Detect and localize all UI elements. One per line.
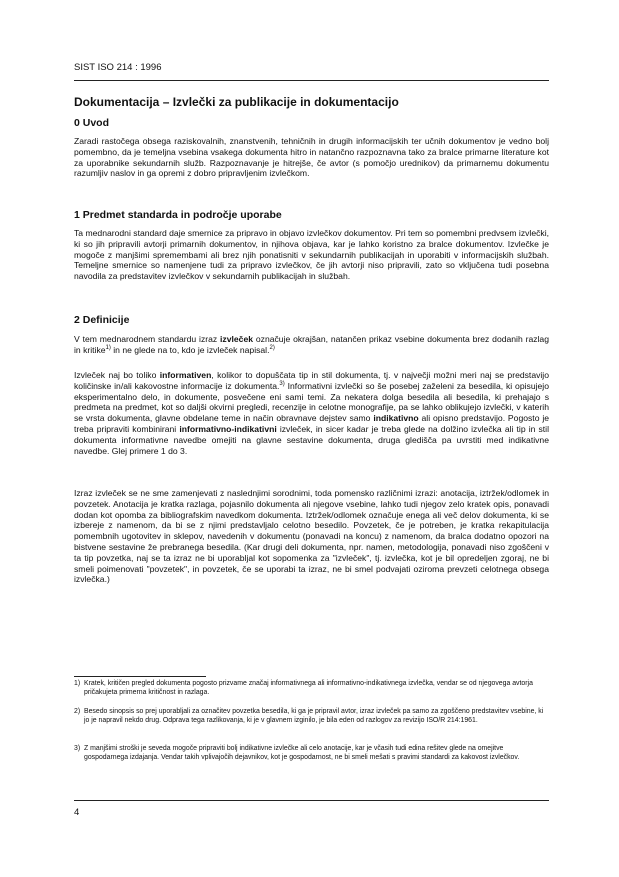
text-run: , kolikor to dopuščata tip in stil dokumenta, tj. v največji možni meri naj se predstavijo količinske in/ali kakovostne informacije iz dokumenta. [74, 370, 549, 391]
footnote-text: Kratek, kritičen pregled dokumenta pogosto prizvame značaj informativnega ali informativno-indikativnega izvlečka, vendar se od njegovega avtorja pričakujeta primerna kritičnost in razlaga. [84, 680, 533, 696]
footer-rule [74, 800, 549, 801]
text-run: V tem mednarodnem standardu izraz [74, 334, 221, 344]
paragraph-intro: Zaradi rastočega obsega raziskovalnih, znanstvenih, tehničnih in drugih informacijskih ter učnih dokumentov je vedno bolj pomembno, da je temeljna vsebina vsakega dokumenta hitro in natančno razpoznavna tako za bralce primarne literature kot za uporabnike sekundarnih služb. Razpoznavanje je hitrejše, če avtor (s pomočjo urednikov) da primarnemu dokumentu razumljiv naslov in ga opremi z dobro pripravljenim izvlečkom. [74, 136, 549, 179]
term-informativen: informativen [159, 370, 212, 380]
paragraph-scope: Ta mednarodni standard daje smernice za pripravo in objavo izvlečkov dokumentov. Pri tem so pomembni predvsem izvlečki, ki so jih pripravili avtorji primarnih dokumentov, in njihova objava, kar je lahko koristno za bralce dokumentov. Izvlečke je mogoče z manjšimi spremembami ali brez njih ponatisniti v sekundarnih publikacijah in uporabiti v informacijskih službah. Temeljne smernice so namenjene tudi za pripravo izvlečkov, če jih avtorji niso pripravili, zato so vključena tudi posebna navodila za predstavitev izvlečkov v sekundarnih publikacijah in službah. [74, 228, 549, 282]
running-header: SIST ISO 214 : 1996 [74, 62, 162, 73]
paragraph-definition-3: Izraz izvleček se ne sme zamenjevati z naslednjimi sorodnimi, toda pomensko različnimi izrazi: anotacija, iztržek/odlomek in povzetek. Anotacija je kratka razlaga, pojasnilo dokumenta ali njegove vsebine, lahko tudi njegov zelo kratek opis, ponavadi dodan kot opomba za bibliografskim navedkom dokumenta. Iztržek/odlomek označuje enega ali več delov dokumenta, ki se izbereje z namenom, da bi se z njimi predstavljalo celotno besedilo. Povzetek, če je potreben, je kratka rekapitulacija pomembnih ugotovitev in sklepov, navedenih v dokumentu (ponavadi na koncu) z namenom, da bralca dodatno opozori na bistvene sestavine že prebranega besedila. (Kar drugi deli dokumenta, npr. namen, metodologija, ponavadi niso zgoščeni v ta tip povzetka, naj se ta izraz ne bi uporabljal kot sopomenka za "izvleček", tj. izvlečka, kot je bil opredeljen zgoraj, ne bi smeli poimenovati "povzetek", in povzetek, če se uporabi ta izraz, ne bi smel podvajati oziroma prevzeti celotnega obsega izvlečka.) [74, 488, 549, 585]
footnote-marker: 1) [74, 680, 81, 687]
footnote-text: Z manjšimi stroški je seveda mogoče pripraviti bolj indikativne izvlečke ali celo anotacije, kar je včasih tudi edina rešitev glede na omejitve gospodarnega izdajanja. Vendar takih vplivajočih dejavnikov, kot je gospodarnost, ne bi smeli mešati s pravimi standardi za kakovost izvlečkov. [84, 745, 520, 761]
document-title: Dokumentacija – Izvlečki za publikacije in dokumentacijo [74, 95, 399, 109]
page-number: 4 [74, 807, 80, 818]
text-run: Informativni izvlečki so še posebej zaželeni za besedila, ki opisujejo eksperimentalno delo, in dokumente, posvečene eni sami temi. Za nekatera dolga besedila ali besedila, ki prehajajo s predmeta na predmet, kot so daljši okvirni pregledi, recenzije in celotne monografije, pa se lahko oblikujejo izvlečki, v katerih se vrsta dokumenta, glavne obdelane teme in način obravnave dejstev samo [74, 380, 549, 424]
paragraph-definition-2 [74, 370, 549, 456]
section-heading-1: 1 Predmet standarda in področje uporabe [74, 209, 282, 221]
footnote-marker: 3) [74, 745, 81, 752]
text-run: označuje okrajšan, natančen prikaz vsebine dokumenta brez dodanih razlag in kritike [74, 334, 549, 355]
paragraph-definition-1 [74, 334, 549, 356]
term-informativno-indikativni: informativno-indikativni [179, 423, 277, 434]
text-run: izvleček, in sicer kadar je treba glede na dolžino izvlečka ali tip in stil dokumenta informativne navedbe omejiti na glavne sestavine dokumenta, druga gledišča pa uvrstiti med indikativne navedbe. Glej primere 1 do 3. [74, 423, 549, 456]
section-heading-0: 0 Uvod [74, 117, 110, 129]
section-heading-2: 2 Definicije [74, 314, 130, 326]
footnote-2 [74, 708, 549, 725]
footnote-marker: 2) [74, 708, 81, 715]
footnote-text: Besedo sinopsis so prej uporabljali za označitev povzetka besedila, ki ga je pripravil avtor, izraz izvleček pa samo za zgoščeno predstavitev vsebine, ki jo je napravil nekdo drug. Odprava tega razlikovanja, ki je v glavnem izginilo, je bila eden od razlogov za revizijo ISO/R 214:1961. [84, 708, 544, 724]
footnote-rule [74, 676, 206, 677]
footnote-ref-1[interactable]: 1) [105, 344, 111, 351]
text-run: Izvleček naj bo toliko [74, 370, 160, 380]
header-rule [74, 80, 549, 81]
text-run: in ne glede na to, kdo je izvleček napisal. [110, 344, 270, 355]
term-izvlecek: izvleček [220, 334, 254, 344]
footnote-3 [74, 745, 549, 762]
term-indikativno: indikativno [373, 413, 419, 424]
footnote-ref-2[interactable]: 2) [269, 344, 275, 351]
text-run: ali opisno predstavijo. Pogosto je treba pripraviti kombinirani [74, 413, 550, 434]
footnote-ref-3[interactable]: 3) [279, 380, 285, 387]
footnote-1 [74, 680, 549, 697]
